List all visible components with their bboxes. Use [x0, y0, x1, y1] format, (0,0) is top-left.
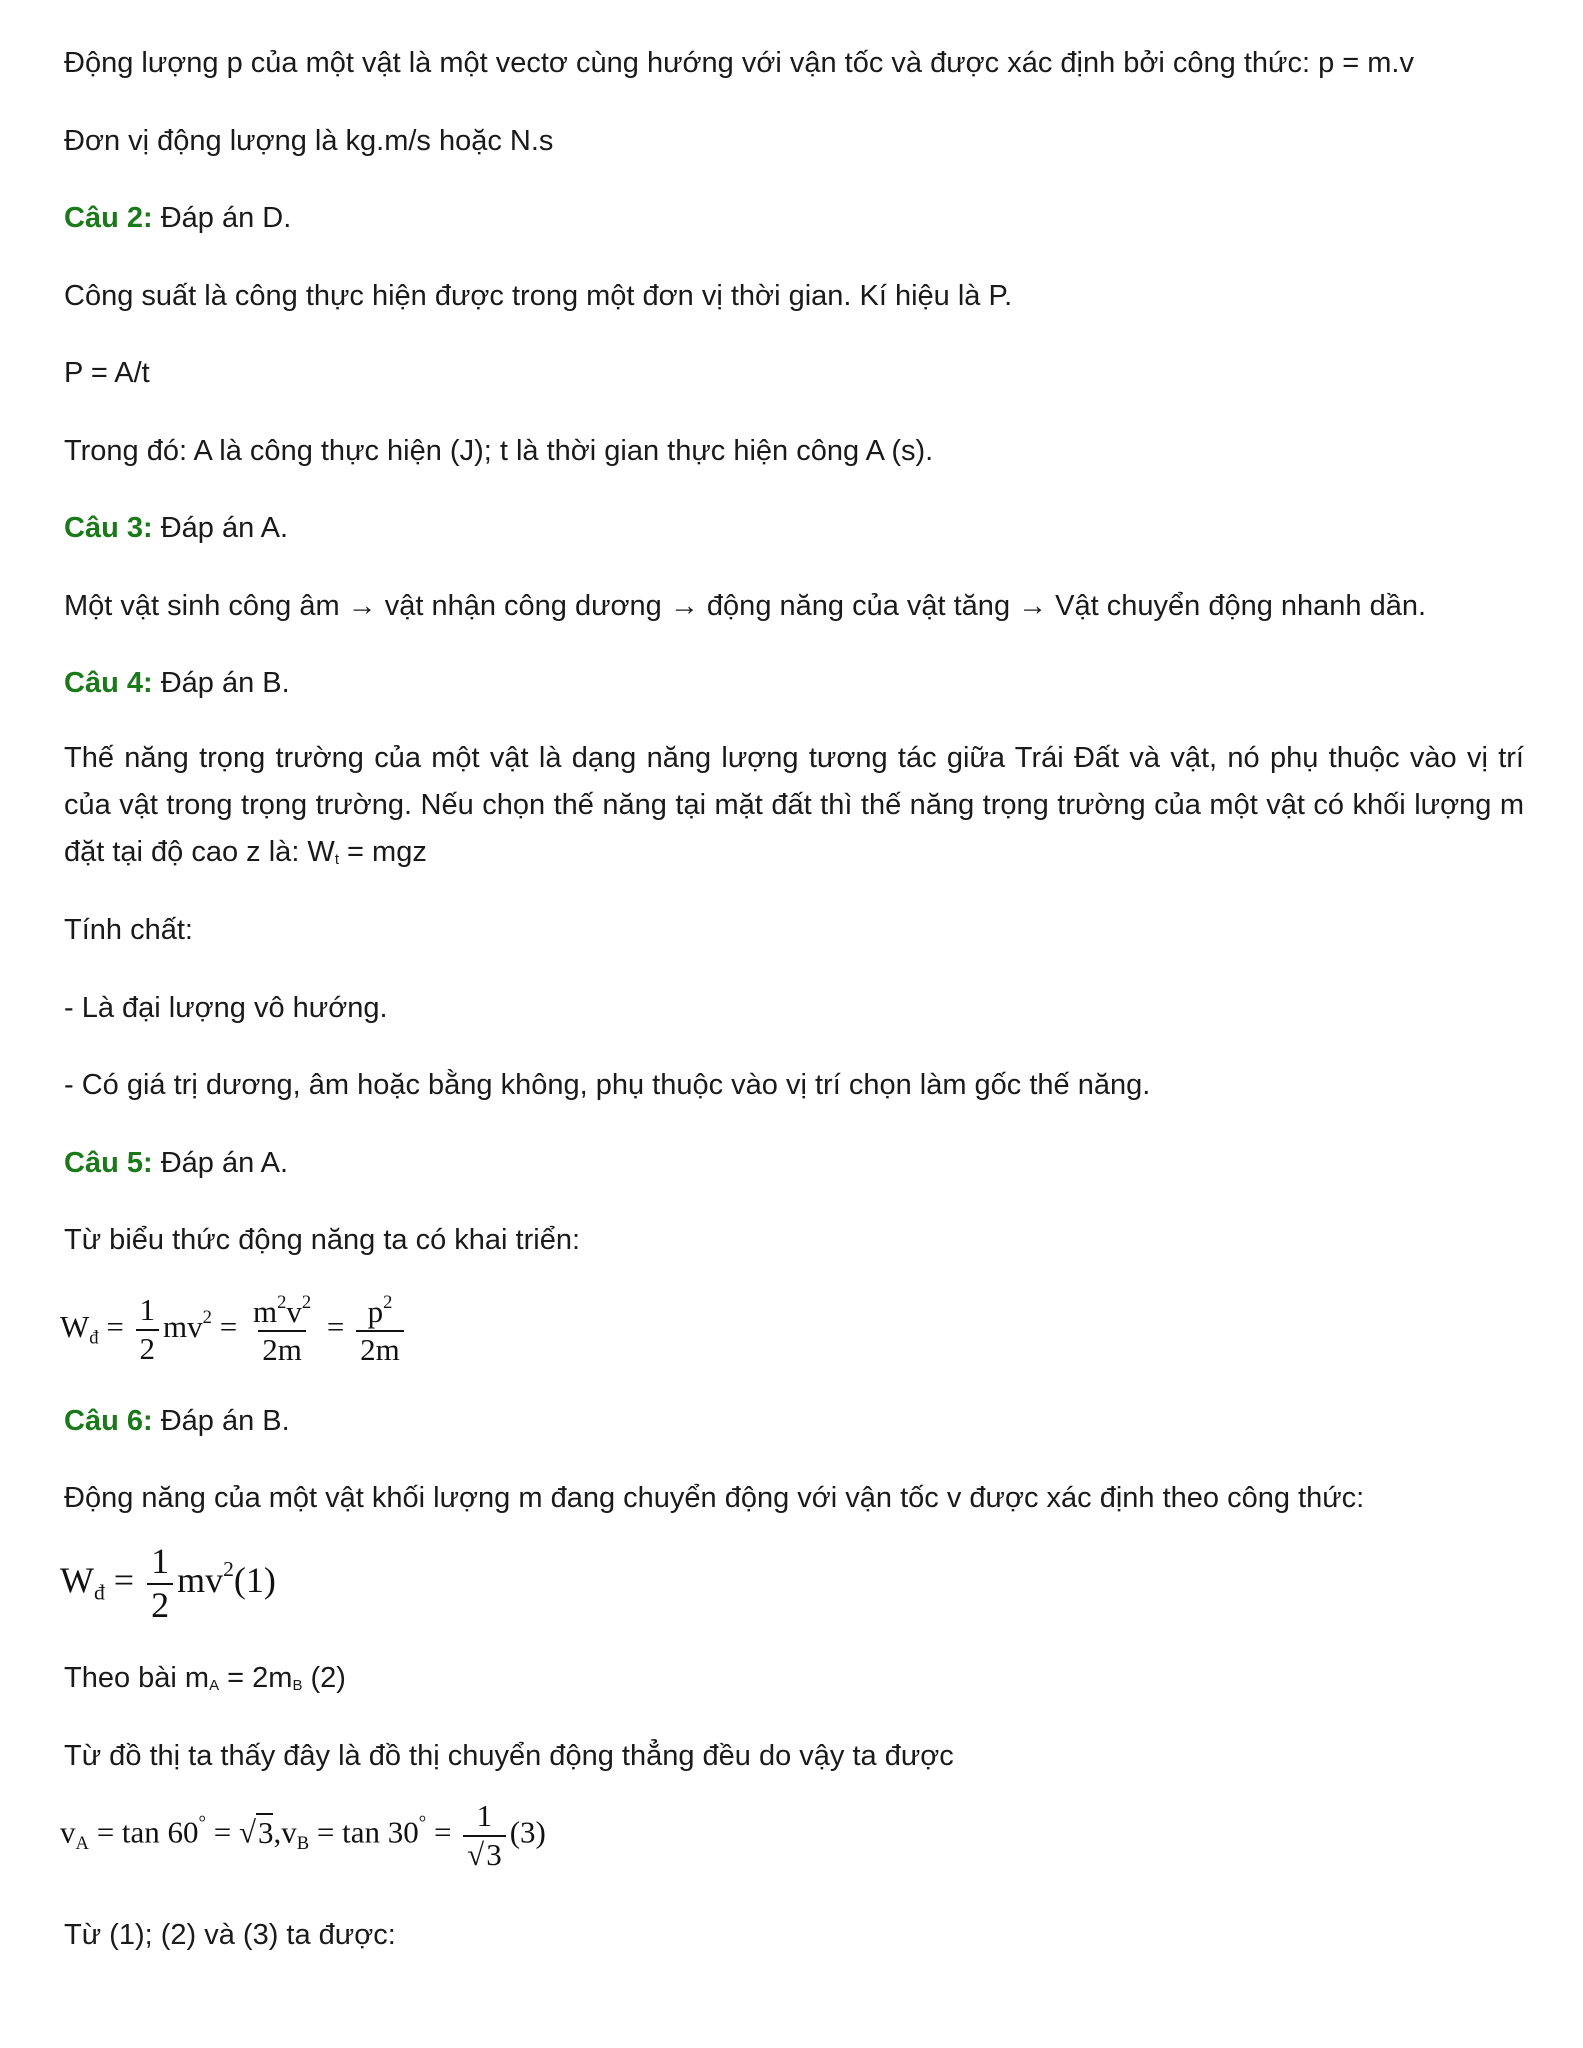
kinetic-energy-equation: $W_đ$ = $\frac{1}{2}$ $mv^2$ = $\frac{m^2v^2}{2m}$ = $\frac{p^2}{2m}$ [60, 1293, 408, 1367]
text-line: Tính chất: [64, 914, 193, 946]
question-label: Câu 5: [64, 1147, 153, 1179]
paragraph: Thế năng trọng trường của một vật là dạng năng lượng tương tác giữa Trái Đất và vật, nó phụ thuộc vào vị trí của vật trong trọng trường. Nếu chọn thế năng tại mặt đất thì thế năng trọng trường của một vật có khối lượng m đặt tại độ cao z là: $W_t$ = mgz [64, 742, 1524, 868]
text-line: Một vật sinh công âm → vật nhận công dương → động năng của vật tăng → Vật chuyển động nhanh dần. [64, 590, 1427, 622]
answer-text: Đáp án D. [152, 202, 292, 234]
answer-heading [64, 665, 290, 701]
answer-text: Đáp án B. [152, 1405, 290, 1437]
answer-text: Đáp án A. [152, 1147, 289, 1179]
text-line: - Là đại lượng vô hướng. [64, 992, 388, 1024]
question-label: Câu 4: [64, 667, 153, 699]
answer-heading [64, 1403, 290, 1439]
answer-heading [64, 200, 291, 236]
text-line: Từ biểu thức động năng ta có khai triển: [64, 1224, 581, 1256]
text-line: Động lượng p của một vật là một vectơ cùng hướng với vận tốc và được xác định bởi công thức: p = m.v [64, 47, 1414, 79]
question-label: Câu 2: [64, 202, 153, 234]
text-line: P = A/t [64, 357, 150, 389]
text-line: Từ đồ thị ta thấy đây là đồ thị chuyển động thẳng đều do vậy ta được [64, 1740, 954, 1772]
text-line: Trong đó: A là công thực hiện (J); t là thời gian thực hiện công A (s). [64, 435, 934, 467]
velocity-equation: $v_A = \tan 60^\circ = √3,v_B = \tan 30^\circ$ = $\frac{1}{√3}$ (3) [60, 1798, 546, 1872]
text-line: Động năng của một vật khối lượng m đang chuyển động với vận tốc v được xác định theo công thức: [64, 1482, 1365, 1514]
answer-heading [64, 1145, 288, 1181]
text-line: Công suất là công thực hiện được trong một đơn vị thời gian. Kí hiệu là P. [64, 280, 1013, 312]
question-label: Câu 3: [64, 512, 153, 544]
kinetic-energy-formula: $W_đ$ = $\frac{1}{2}$ $mv^2(1)$ [60, 1541, 276, 1625]
question-label: Câu 6: [64, 1405, 153, 1437]
answer-text: Đáp án B. [152, 667, 290, 699]
answer-heading [64, 510, 288, 546]
text-line: Từ (1); (2) và (3) ta được: [64, 1919, 396, 1951]
text-line: - Có giá trị dương, âm hoặc bằng không, phụ thuộc vào vị trí chọn làm gốc thế năng. [64, 1069, 1151, 1101]
text-line: Theo bài $m_A = 2m_B$ (2) [64, 1662, 346, 1694]
text-line: Đơn vị động lượng là kg.m/s hoặc N.s [64, 125, 554, 157]
answer-text: Đáp án A. [152, 512, 289, 544]
